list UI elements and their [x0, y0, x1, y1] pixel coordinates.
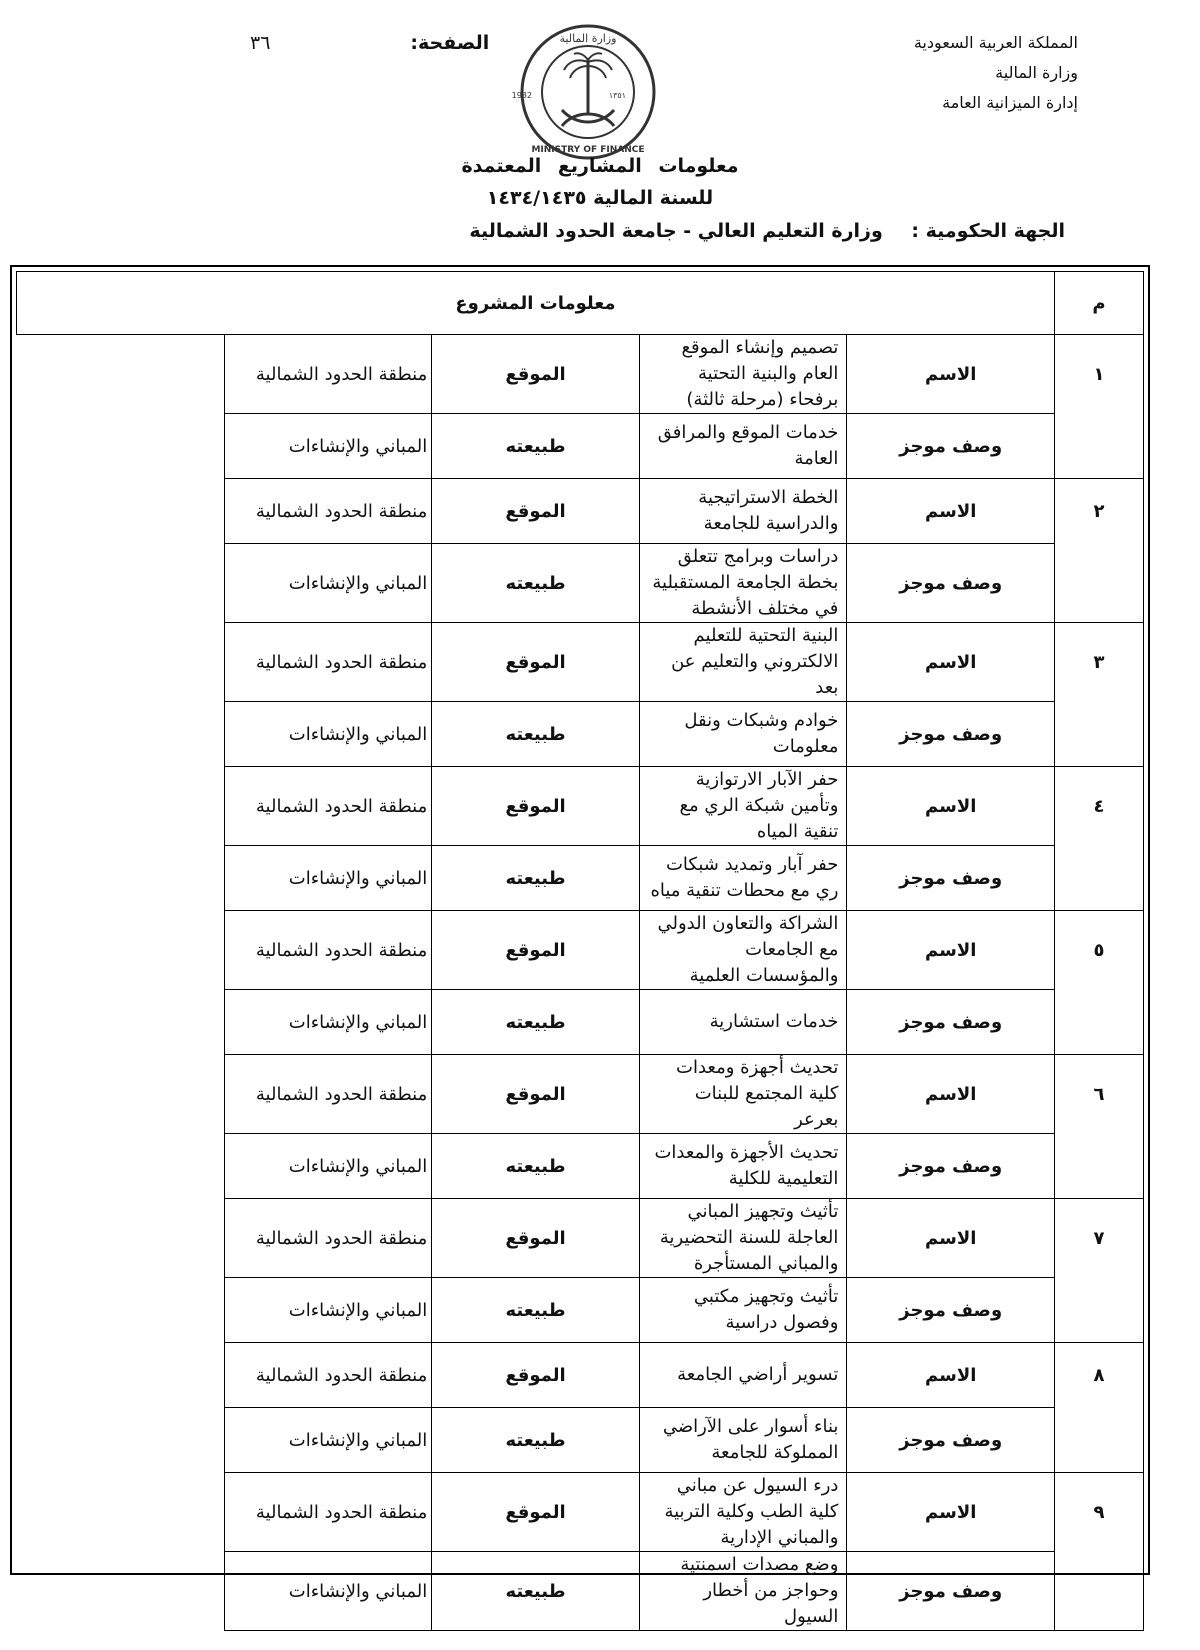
description-label: وصف موجز	[847, 1552, 1055, 1631]
nature-label: طبيعته	[432, 846, 640, 911]
seal-arabic-text: وزارة المالية	[559, 32, 617, 45]
description-label: وصف موجز	[847, 702, 1055, 767]
project-name: تأثيث وتجهيز المباني العاجلة للسنة التحضيرية والمباني المستأجرة	[639, 1199, 847, 1278]
project-name: تسوير أراضي الجامعة	[639, 1343, 847, 1408]
project-number: ٣	[1055, 623, 1144, 702]
project-description: خدمات استشارية	[639, 990, 847, 1055]
project-location: منطقة الحدود الشمالية	[224, 767, 432, 846]
project-nature: المباني والإنشاءات	[224, 414, 432, 479]
project-name: حفر الآبار الارتوازية وتأمين شبكة الري مع تنقية المياه	[639, 767, 847, 846]
project-number: ٤	[1055, 767, 1144, 846]
location-label: الموقع	[432, 479, 640, 544]
location-label: الموقع	[432, 1473, 640, 1552]
project-name: الشراكة والتعاون الدولي مع الجامعات والمؤسسات العلمية	[639, 911, 847, 990]
title-line-1: معلومات المشاريع المعتمدة	[461, 155, 739, 177]
location-label: الموقع	[432, 767, 640, 846]
nature-label: طبيعته	[432, 1134, 640, 1199]
nature-label: طبيعته	[432, 990, 640, 1055]
project-number: ٢	[1055, 479, 1144, 544]
project-desc-row	[17, 1134, 1144, 1199]
project-nature: المباني والإنشاءات	[224, 702, 432, 767]
name-label: الاسم	[847, 479, 1055, 544]
name-label: الاسم	[847, 1199, 1055, 1278]
project-number-cell-cont	[1055, 1134, 1144, 1199]
project-desc-row	[17, 990, 1144, 1055]
project-name-row	[17, 479, 1144, 544]
department-name: إدارة الميزانية العامة	[942, 93, 1078, 112]
project-name: تصميم وإنشاء الموقع العام والبنية التحتية برفحاء (مرحلة ثالثة)	[639, 335, 847, 414]
project-desc-row	[17, 544, 1144, 623]
nature-label: طبيعته	[432, 1552, 640, 1631]
project-location: منطقة الحدود الشمالية	[224, 1199, 432, 1278]
description-label: وصف موجز	[847, 414, 1055, 479]
project-name: البنية التحتية للتعليم الالكتروني والتعليم عن بعد	[639, 623, 847, 702]
project-description: دراسات وبرامج تتعلق بخطة الجامعة المستقبلية في مختلف الأنشطة	[639, 544, 847, 623]
project-number-cell-cont	[1055, 846, 1144, 911]
project-location: منطقة الحدود الشمالية	[224, 1473, 432, 1552]
project-location: منطقة الحدود الشمالية	[224, 1343, 432, 1408]
project-number-cell-cont	[1055, 702, 1144, 767]
project-nature: المباني والإنشاءات	[224, 544, 432, 623]
name-label: الاسم	[847, 623, 1055, 702]
ministry-seal-logo	[511, 22, 658, 162]
government-entity-value: وزارة التعليم العالي - جامعة الحدود الشمالية	[469, 220, 883, 242]
project-name-row	[17, 1055, 1144, 1134]
project-location: منطقة الحدود الشمالية	[224, 1055, 432, 1134]
project-number-cell-cont	[1055, 1278, 1144, 1343]
project-nature: المباني والإنشاءات	[224, 1552, 432, 1631]
location-label: الموقع	[432, 1199, 640, 1278]
project-number: ٦	[1055, 1055, 1144, 1134]
location-label: الموقع	[432, 911, 640, 990]
nature-label: طبيعته	[432, 1278, 640, 1343]
project-name-row	[17, 335, 1144, 414]
location-label: الموقع	[432, 335, 640, 414]
page-number-block	[250, 32, 489, 54]
project-desc-row	[17, 846, 1144, 911]
location-label: الموقع	[432, 1343, 640, 1408]
table-header-row	[17, 272, 1144, 335]
project-description: تأثيث وتجهيز مكتبي وفصول دراسية	[639, 1278, 847, 1343]
project-number-cell-cont	[1055, 544, 1144, 623]
projects-table	[16, 271, 1144, 1631]
nature-label: طبيعته	[432, 544, 640, 623]
project-desc-row	[17, 1408, 1144, 1473]
page-label: الصفحة:	[410, 32, 490, 54]
title-line-2: للسنة المالية ١٤٣٤/١٤٣٥	[486, 187, 714, 209]
column-header-project-info: معلومات المشروع	[17, 272, 1055, 335]
project-location: منطقة الحدود الشمالية	[224, 479, 432, 544]
project-number-cell-cont	[1055, 1552, 1144, 1631]
project-name: الخطة الاستراتيجية والدراسية للجامعة	[639, 479, 847, 544]
project-description: بناء أسوار على الآراضي المملوكة للجامعة	[639, 1408, 847, 1473]
project-desc-row	[17, 1278, 1144, 1343]
project-nature: المباني والإنشاءات	[224, 846, 432, 911]
government-entity	[469, 220, 1065, 242]
project-name: تحديث أجهزة ومعدات كلية المجتمع للبنات بعرعر	[639, 1055, 847, 1134]
document-title	[0, 150, 1200, 214]
project-number: ٩	[1055, 1473, 1144, 1552]
description-label: وصف موجز	[847, 1408, 1055, 1473]
name-label: الاسم	[847, 767, 1055, 846]
project-number: ٨	[1055, 1343, 1144, 1408]
project-name-row	[17, 1473, 1144, 1552]
nature-label: طبيعته	[432, 702, 640, 767]
project-nature: المباني والإنشاءات	[224, 1408, 432, 1473]
ministry-name: وزارة المالية	[995, 63, 1078, 82]
location-label: الموقع	[432, 1055, 640, 1134]
project-description: حفر آبار وتمديد شبكات ري مع محطات تنقية مياه	[639, 846, 847, 911]
project-location: منطقة الحدود الشمالية	[224, 335, 432, 414]
seal-year-left: 1932	[511, 91, 532, 100]
column-header-number: م	[1055, 272, 1144, 335]
project-name-row	[17, 623, 1144, 702]
name-label: الاسم	[847, 1343, 1055, 1408]
project-number-cell-cont	[1055, 1408, 1144, 1473]
project-number-cell-cont	[1055, 414, 1144, 479]
project-desc-row	[17, 702, 1144, 767]
project-nature: المباني والإنشاءات	[224, 1134, 432, 1199]
project-desc-row	[17, 1552, 1144, 1631]
project-desc-row	[17, 414, 1144, 479]
seal-english-text: MINISTRY OF FINANCE	[531, 145, 645, 155]
page-number: ٣٦	[250, 32, 271, 54]
project-description: خدمات الموقع والمرافق العامة	[639, 414, 847, 479]
description-label: وصف موجز	[847, 990, 1055, 1055]
description-label: وصف موجز	[847, 846, 1055, 911]
country-name: المملكة العربية السعودية	[913, 33, 1078, 52]
project-location: منطقة الحدود الشمالية	[224, 623, 432, 702]
project-name: درء السيول عن مباني كلية الطب وكلية التربية والمباني الإدارية	[639, 1473, 847, 1552]
project-nature: المباني والإنشاءات	[224, 1278, 432, 1343]
description-label: وصف موجز	[847, 1278, 1055, 1343]
nature-label: طبيعته	[432, 414, 640, 479]
letterhead	[914, 28, 1078, 118]
project-number: ١	[1055, 335, 1144, 414]
name-label: الاسم	[847, 335, 1055, 414]
seal-year-right: ١٣٥١	[608, 91, 626, 100]
project-name-row	[17, 1199, 1144, 1278]
projects-table-frame	[10, 265, 1150, 1627]
project-number: ٥	[1055, 911, 1144, 990]
project-nature: المباني والإنشاءات	[224, 990, 432, 1055]
project-description: تحديث الأجهزة والمعدات التعليمية للكلية	[639, 1134, 847, 1199]
description-label: وصف موجز	[847, 1134, 1055, 1199]
government-entity-label: الجهة الحكومية :	[911, 220, 1065, 242]
project-number: ٧	[1055, 1199, 1144, 1278]
name-label: الاسم	[847, 911, 1055, 990]
project-name-row	[17, 1343, 1144, 1408]
name-label: الاسم	[847, 1473, 1055, 1552]
project-number-cell-cont	[1055, 990, 1144, 1055]
location-label: الموقع	[432, 623, 640, 702]
project-name-row	[17, 911, 1144, 990]
project-description: خوادم وشبكات ونقل معلومات	[639, 702, 847, 767]
project-description: وضع مصدات اسمنتية وحواجز من أخطار السيول	[639, 1552, 847, 1631]
name-label: الاسم	[847, 1055, 1055, 1134]
description-label: وصف موجز	[847, 544, 1055, 623]
nature-label: طبيعته	[432, 1408, 640, 1473]
project-location: منطقة الحدود الشمالية	[224, 911, 432, 990]
project-name-row	[17, 767, 1144, 846]
